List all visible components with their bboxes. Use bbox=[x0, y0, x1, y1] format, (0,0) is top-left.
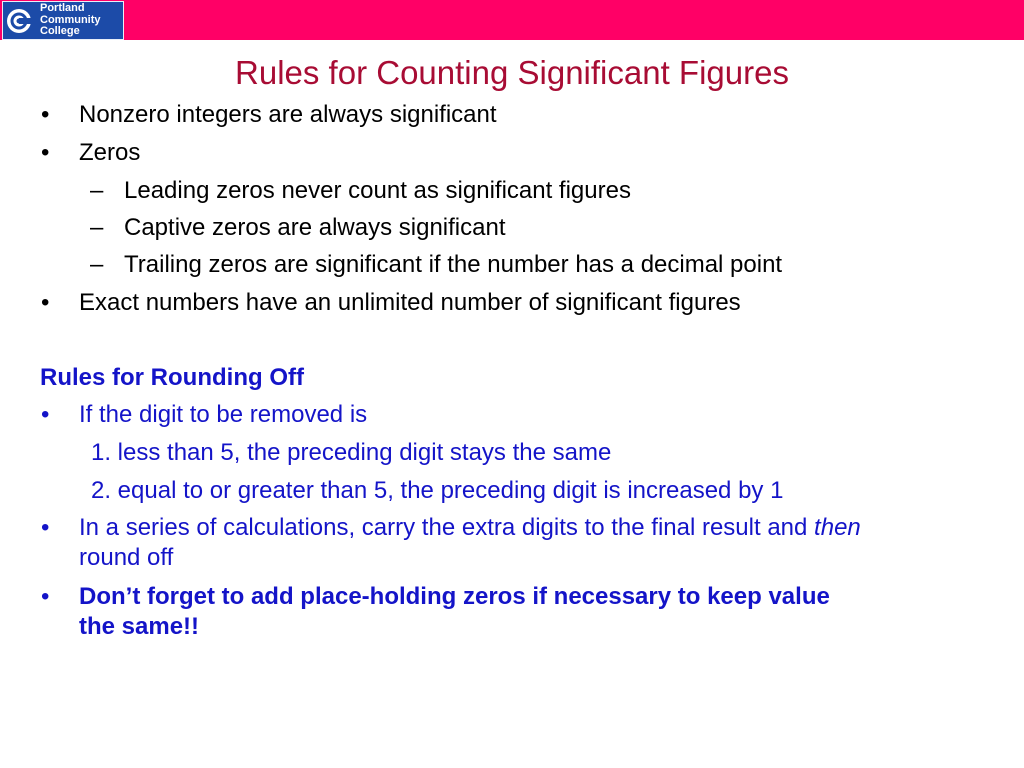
logo-line-college: College bbox=[40, 25, 80, 37]
bullet-icon: • bbox=[41, 401, 50, 428]
rounding-rule-1: 1. less than 5, the preceding digit stays the same bbox=[91, 439, 612, 466]
bullet-icon: • bbox=[41, 139, 50, 166]
college-logo bbox=[2, 1, 124, 40]
sub-trailing-zeros: Trailing zeros are significant if the number has a decimal point bbox=[124, 251, 783, 278]
bullet-icon: • bbox=[41, 583, 50, 610]
series-text-main: In a series of calculations, carry the extra digits to the final result and bbox=[79, 514, 808, 541]
logo-line-portland: Portland bbox=[40, 2, 85, 14]
bullet-icon: • bbox=[41, 514, 50, 541]
bullet-series-calculations bbox=[79, 514, 861, 542]
header-bar bbox=[0, 0, 1024, 40]
bullet-place-holding-zeros: Don’t forget to add place-holding zeros if necessary to keep value bbox=[79, 583, 830, 610]
series-text-round-off: round off bbox=[79, 544, 174, 571]
bullet-zeros: Zeros bbox=[79, 139, 141, 166]
logo-line-community: Community bbox=[40, 13, 101, 26]
bullet-icon: • bbox=[41, 101, 50, 128]
logo-mark-icon bbox=[6, 8, 32, 34]
sub-leading-zeros: Leading zeros never count as significant figures bbox=[124, 177, 631, 204]
sub-captive-zeros: Captive zeros are always significant bbox=[124, 214, 506, 241]
bullet-icon: • bbox=[41, 289, 50, 316]
rounding-heading: Rules for Rounding Off bbox=[40, 364, 304, 391]
bullet-exact-numbers: Exact numbers have an unlimited number of significant figures bbox=[79, 289, 741, 316]
bullet-nonzero-integers: Nonzero integers are always significant bbox=[79, 101, 497, 128]
series-text-then: then bbox=[814, 514, 861, 541]
place-holding-zeros-line2: the same!! bbox=[79, 613, 200, 640]
dash-icon: – bbox=[90, 214, 104, 241]
dash-icon: – bbox=[90, 177, 104, 204]
bullet-digit-removed: If the digit to be removed is bbox=[79, 401, 368, 428]
dash-icon: – bbox=[90, 251, 104, 278]
rounding-rule-2: 2. equal to or greater than 5, the preceding digit is increased by 1 bbox=[91, 477, 784, 504]
logo-text bbox=[40, 3, 101, 38]
slide-title: Rules for Counting Significant Figures bbox=[235, 54, 789, 91]
